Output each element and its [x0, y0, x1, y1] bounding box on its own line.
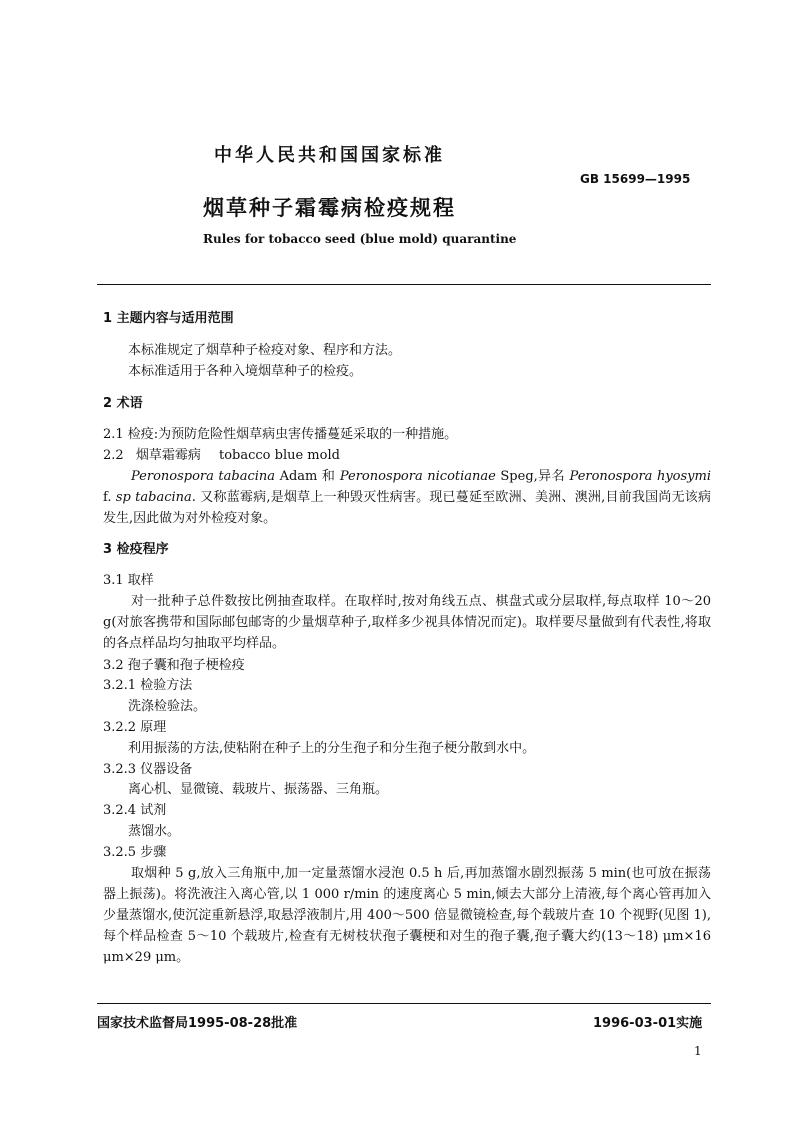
section-3-2-2-text: 利用振荡的方法,使粘附在种子上的分生孢子和分生孢子梗分散到水中。 [128, 741, 536, 756]
section-3-2-1-title: 3.2.1 检验方法 [103, 678, 193, 693]
species-name-1: Peronospora tabacina [131, 469, 276, 484]
section-3-1-text: 对一批种子总件数按比例抽查取样。在取样时,按对角线五点、棋盘式或分层取样,每点取样 10～20 g(对旅客携带和国际邮包邮寄的少量烟草种子,取样多少视具体情况而定)。取样要尽量做到有代表性,将取的各点样品均匀抽取平均样品。 [103, 594, 711, 651]
species-name-2: Peronospora nicotianae [339, 469, 496, 484]
section-3-2-5-text: 取烟种 5 g,放入三角瓶中,加一定量蒸馏水浸泡 0.5 h 后,再加蒸馏水剧烈振荡 5 min(也可放在振荡器上振荡)。将洗液注入离心管,以 1 000 r/min 的速度离心 5 min,倾去大部分上清液,每个离心管再加入少量蒸馏水,使沉淀重新悬浮,取悬浮液制片,用 400～500 倍显微镜检查,每个载玻片查 10 个视野(见图 1),每个样品检查 5～10 个载玻片,检查有无树枝状孢子囊梗和对生的孢子囊,孢子囊大约(13～18) μm×16 μm×29 μm。 [103, 866, 711, 965]
section-3-2-4-title: 3.2.4 试剂 [103, 803, 167, 818]
section-3-2-1-text: 洗涤检验法。 [128, 699, 207, 714]
section-3-2-title: 3.2 孢子囊和孢子梗检疫 [103, 658, 245, 673]
section-2-heading: 2 术语 [103, 396, 143, 411]
effective-date: 1996-03-01实施 [593, 1016, 703, 1031]
term-2-2-cn: 烟草霜霉病 [135, 448, 201, 463]
term-2-2-en: tobacco blue mold [218, 448, 340, 463]
section-3-2-5-title: 3.2.5 步骤 [103, 845, 167, 860]
footer-rule [97, 1003, 711, 1004]
section-3-2-3-text: 离心机、显微镜、载玻片、振荡器、三角瓶。 [128, 782, 389, 797]
term-2-1: 2.1 检疫:为预防危险性烟草病虫害传播蔓延采取的一种措施。 [103, 427, 458, 442]
section-3-1-title: 3.1 取样 [103, 573, 154, 588]
page-number: 1 [694, 1044, 702, 1058]
header-rule [97, 284, 711, 285]
section-3-2-3-title: 3.2.3 仪器设备 [103, 762, 193, 777]
national-standard-label: 中华人民共和国国家标准 [214, 145, 445, 166]
section-1-paragraph-1: 本标准规定了烟草种子检疫对象、程序和方法。 [128, 343, 402, 358]
section-3-2-4-text: 蒸馏水。 [128, 824, 181, 839]
species-synonym: Peronospora hyosymi [569, 469, 711, 484]
page-title: 烟草种子霜霉病检疫规程 [203, 196, 456, 220]
term-2-2-description: Peronospora tabacina Adam 和 Peronospora nicotianae Speg,异名 Peronospora hyosymi f. sp tabacina. 又称蓝霉病,是烟草上一种毁灭性病害。现已蔓延至欧洲、美洲、澳洲,目前我国尚无该病发生,因此做为对外检疫对象。 [103, 469, 712, 526]
approval-line: 国家技术监督局1995-08-28批准 [97, 1016, 298, 1031]
term-2-2 [103, 446, 340, 466]
section-1-paragraph-2: 本标准适用于各种入境烟草种子的检疫。 [128, 364, 363, 379]
section-3-2-2-title: 3.2.2 原理 [103, 720, 167, 735]
standard-code: GB 15699—1995 [580, 172, 691, 186]
title-english: Rules for tobacco seed (blue mold) quarantine [203, 232, 517, 246]
section-3-heading: 3 检疫程序 [103, 542, 169, 557]
section-1-heading: 1 主题内容与适用范围 [103, 311, 234, 326]
term-2-2-number: 2.2 [103, 448, 124, 463]
